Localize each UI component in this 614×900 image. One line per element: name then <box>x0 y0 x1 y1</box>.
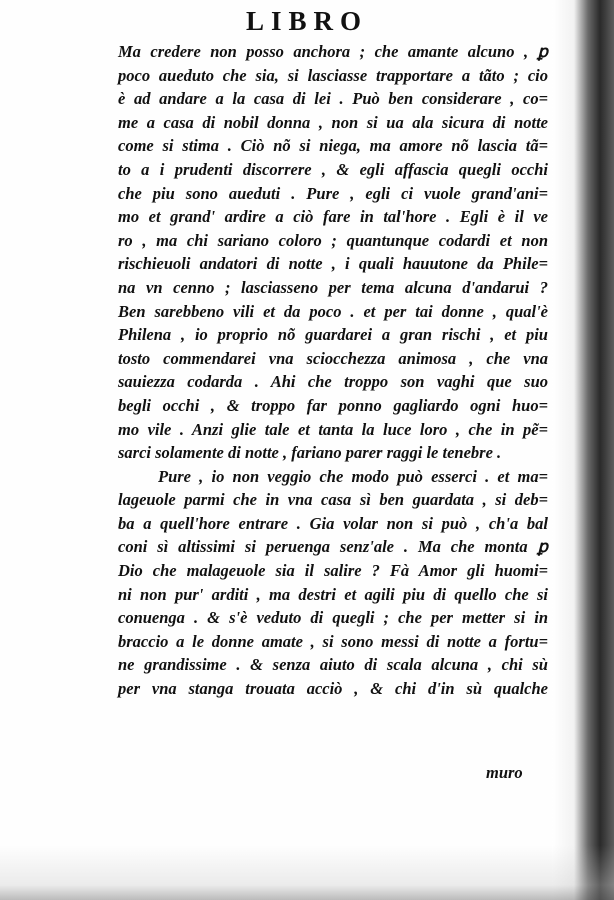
text-line: tosto commendarei vna sciocchezza animosa , che vna <box>118 348 548 368</box>
body-text <box>118 40 548 701</box>
text-line: che piu sono aueduti . Pure , egli ci vuole grand'ani= <box>118 183 548 203</box>
text-line: sauiezza codarda . Ahi che troppo son vaghi que suo <box>118 372 548 392</box>
text-line: lageuole parmi che in vna casa sì ben guardata , si deb= <box>118 490 548 510</box>
text-line: mo vile . Anzi glie tale et tanta la luce loro , che in pẽ= <box>118 419 548 439</box>
catchword: muro <box>486 763 523 782</box>
text-line: rischieuoli andatori di notte , i quali hauutone da Phile= <box>118 254 548 274</box>
text-line: Ben sarebbeno vili et da poco . et per tai donne , qual'è <box>118 301 548 321</box>
text-line: è ad andare a la casa di lei . Può ben considerare , co= <box>118 89 548 109</box>
running-header: LIBRO <box>245 6 369 36</box>
paragraph-start-line: Pure , io non veggio che modo può esserci . et ma= <box>158 466 548 486</box>
text-line: Ma credere non posso anchora ; che amante alcuno , ꝑ <box>118 42 548 61</box>
text-line: Philena , io proprio nõ guardarei a gran rischi , et piu <box>118 325 548 345</box>
text-line: braccio a le donne amate , si sono messi di notte a fortu= <box>118 631 548 651</box>
text-line: me a casa di nobil donna , non si ua ala sicura di notte <box>118 112 548 132</box>
text-line: come si stima . Ciò nõ si niega, ma amore nõ lascia tã= <box>118 136 548 156</box>
text-line: na vn cenno ; lasciasseno per tema alcuna d'andarui ? <box>118 277 548 297</box>
text-line: begli occhi , & troppo far ponno gagliardo ogni huo= <box>118 395 548 415</box>
text-line: ro , ma chi sariano coloro ; quantunque codardi et non <box>118 230 548 250</box>
text-line: to a i prudenti discorrere , & egli affascia quegli occhi <box>118 159 548 179</box>
text-line: mo et grand' ardire a ciò fare in tal'hore . Egli è il ve <box>118 207 548 227</box>
text-line: coni sì altissimi si peruenga senz'ale . Ma che monta ꝑ <box>118 537 548 557</box>
text-line: conuenga . & s'è veduto di quegli ; che per metter si in <box>118 608 548 628</box>
text-line: ba a quell'hore entrare . Gia volar non si può , ch'a bal <box>118 513 548 533</box>
text-line: sarci solamente di notte , fariano parer raggi le tenebre . <box>118 443 502 463</box>
page-edge-shadow <box>552 0 614 900</box>
text-line: ne grandissime . & senza aiuto di scala alcuna , chi sù <box>118 655 548 675</box>
text-line: poco aueduto che sia, si lasciasse trapportare a tãto ; cio <box>118 65 548 85</box>
text-line: Dio che malageuole sia il salire ? Fà Amor gli huomi= <box>118 561 548 581</box>
page-bottom-shadow <box>0 845 614 900</box>
text-line: per vna stanga trouata acciò , & chi d'in sù qualche <box>118 679 548 699</box>
text-line: ni non pur' arditi , ma destri et agili piu di quello che si <box>118 584 548 604</box>
